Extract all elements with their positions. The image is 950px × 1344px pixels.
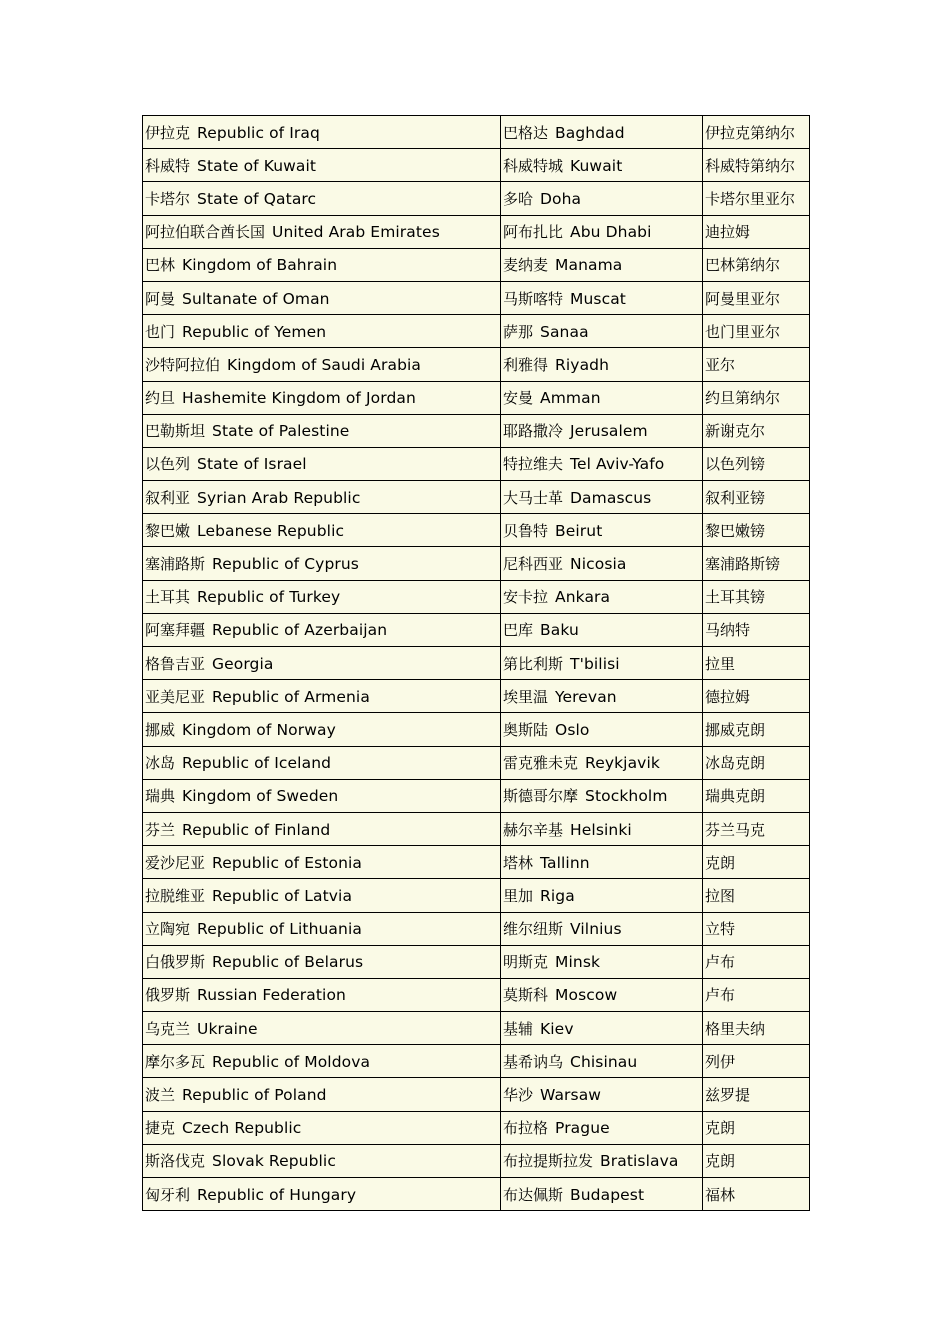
country-cell [143, 414, 501, 447]
country-cell [143, 647, 501, 680]
country-cell [143, 381, 501, 414]
country-cell [143, 1045, 501, 1078]
table-row [143, 1178, 810, 1211]
capital-name-zh: 阿布扎比 [503, 223, 564, 242]
country-name-en: State of Kuwait [197, 156, 317, 175]
country-cell [143, 1078, 501, 1111]
table-row [143, 912, 810, 945]
country-cell [143, 812, 501, 845]
capital-name-zh: 巴格达 [503, 123, 549, 142]
capital-name-en: Moscow [555, 986, 618, 1005]
capital-cell [501, 447, 703, 480]
country-name-zh: 匈牙利 [145, 1185, 191, 1204]
table-row [143, 447, 810, 480]
currency-cell [703, 315, 810, 348]
capital-cell [501, 514, 703, 547]
currency-name-zh: 伊拉克第纳尔 [705, 123, 796, 142]
country-name-en: Republic of Moldova [212, 1052, 371, 1071]
currency-name-zh: 瑞典克朗 [705, 787, 766, 806]
currency-name-zh: 约旦第纳尔 [705, 389, 781, 408]
currency-cell [703, 1078, 810, 1111]
country-name-en: Republic of Iraq [197, 123, 320, 142]
capital-name-zh: 马斯喀特 [503, 289, 564, 308]
capital-name-en: Tel Aviv-Yafo [570, 455, 665, 474]
country-cell [143, 879, 501, 912]
table-row [143, 315, 810, 348]
country-name-zh: 亚美尼亚 [145, 687, 206, 706]
table-row [143, 414, 810, 447]
table-row [143, 846, 810, 879]
country-name-zh: 斯洛伐克 [145, 1152, 206, 1171]
country-cell [143, 182, 501, 215]
currency-name-zh: 拉里 [705, 654, 736, 673]
capital-name-zh: 巴库 [503, 621, 534, 640]
country-cell [143, 680, 501, 713]
capital-name-zh: 布拉格 [503, 1119, 549, 1138]
country-cell [143, 1144, 501, 1177]
country-name-en: Republic of Latvia [212, 886, 353, 905]
currency-cell [703, 1045, 810, 1078]
country-name-en: Republic of Hungary [197, 1185, 357, 1204]
country-name-en: State of Qatarc [197, 189, 317, 208]
capital-name-zh: 埃里温 [503, 687, 549, 706]
currency-name-zh: 立特 [705, 920, 736, 939]
table-row [143, 647, 810, 680]
country-name-en: Republic of Azerbaijan [212, 621, 388, 640]
country-name-zh: 俄罗斯 [145, 986, 191, 1005]
capital-cell [501, 116, 703, 149]
country-name-en: Hashemite Kingdom of Jordan [182, 389, 416, 408]
capital-name-en: Riga [540, 886, 575, 905]
table-row [143, 514, 810, 547]
capital-name-zh: 赫尔辛基 [503, 820, 564, 839]
table-row [143, 481, 810, 514]
country-name-en: Republic of Poland [182, 1086, 327, 1105]
table-row [143, 713, 810, 746]
capital-name-en: Amman [540, 389, 601, 408]
currency-name-zh: 塞浦路斯镑 [705, 555, 781, 574]
table-row [143, 348, 810, 381]
currency-cell [703, 746, 810, 779]
currency-name-zh: 冰岛克朗 [705, 754, 766, 773]
table-row [143, 182, 810, 215]
country-cell [143, 1012, 501, 1045]
table-body [143, 116, 810, 1211]
table-row [143, 812, 810, 845]
country-cell [143, 1178, 501, 1211]
capital-name-en: Nicosia [570, 555, 627, 574]
capital-name-zh: 布达佩斯 [503, 1185, 564, 1204]
currency-cell [703, 978, 810, 1011]
capital-name-en: Baku [540, 621, 579, 640]
country-name-en: Ukraine [197, 1019, 258, 1038]
country-name-zh: 白俄罗斯 [145, 953, 206, 972]
capital-name-zh: 特拉维夫 [503, 455, 564, 474]
currency-cell [703, 481, 810, 514]
country-name-zh: 乌克兰 [145, 1019, 191, 1038]
currency-name-zh: 卡塔尔里亚尔 [705, 189, 796, 208]
country-name-en: Republic of Iceland [182, 754, 332, 773]
currency-cell [703, 149, 810, 182]
capital-name-zh: 维尔纽斯 [503, 920, 564, 939]
capital-name-zh: 利雅得 [503, 355, 549, 374]
currency-name-zh: 克朗 [705, 1152, 736, 1171]
currency-name-zh: 列伊 [705, 1052, 736, 1071]
capital-name-en: Warsaw [540, 1086, 602, 1105]
currency-cell [703, 613, 810, 646]
currency-cell [703, 680, 810, 713]
table-row [143, 248, 810, 281]
capital-cell [501, 647, 703, 680]
country-name-zh: 芬兰 [145, 820, 176, 839]
capital-name-en: Bratislava [600, 1152, 679, 1171]
country-cell [143, 447, 501, 480]
country-cell [143, 547, 501, 580]
country-name-en: Republic of Lithuania [197, 920, 362, 939]
currency-name-zh: 福林 [705, 1185, 736, 1204]
capital-name-zh: 安曼 [503, 389, 534, 408]
country-name-en: Republic of Finland [182, 820, 331, 839]
currency-cell [703, 281, 810, 314]
country-cell [143, 713, 501, 746]
country-name-en: Syrian Arab Republic [197, 488, 361, 507]
capital-cell [501, 779, 703, 812]
country-name-zh: 波兰 [145, 1086, 176, 1105]
currency-cell [703, 779, 810, 812]
country-cell [143, 481, 501, 514]
capital-name-zh: 多哈 [503, 189, 534, 208]
table-row [143, 547, 810, 580]
capital-cell [501, 879, 703, 912]
country-cell [143, 348, 501, 381]
country-name-en: Lebanese Republic [197, 521, 345, 540]
capital-name-zh: 萨那 [503, 322, 534, 341]
capital-name-en: Oslo [555, 720, 590, 739]
currency-cell [703, 812, 810, 845]
table-row [143, 1078, 810, 1111]
capital-cell [501, 215, 703, 248]
country-cell [143, 248, 501, 281]
capital-name-zh: 大马士革 [503, 488, 564, 507]
country-name-en: United Arab Emirates [272, 223, 440, 242]
country-cell [143, 315, 501, 348]
capital-cell [501, 613, 703, 646]
capital-name-zh: 尼科西亚 [503, 555, 564, 574]
currency-name-zh: 卢布 [705, 986, 736, 1005]
capital-cell [501, 846, 703, 879]
currency-cell [703, 912, 810, 945]
capital-name-en: Kuwait [570, 156, 623, 175]
capital-name-zh: 第比利斯 [503, 654, 564, 673]
country-name-zh: 卡塔尔 [145, 189, 191, 208]
country-name-en: Republic of Turkey [197, 588, 341, 607]
country-name-zh: 沙特阿拉伯 [145, 355, 221, 374]
table-row [143, 1111, 810, 1144]
currency-name-zh: 以色列镑 [705, 455, 766, 474]
capital-name-en: Stockholm [585, 787, 668, 806]
country-cell [143, 116, 501, 149]
currency-name-zh: 黎巴嫩镑 [705, 521, 766, 540]
table-row [143, 978, 810, 1011]
currency-cell [703, 580, 810, 613]
country-cell [143, 514, 501, 547]
currency-cell [703, 447, 810, 480]
country-name-zh: 塞浦路斯 [145, 555, 206, 574]
table-row [143, 879, 810, 912]
country-cell [143, 746, 501, 779]
country-name-en: Republic of Cyprus [212, 555, 359, 574]
country-cell [143, 281, 501, 314]
country-name-en: Republic of Estonia [212, 853, 363, 872]
currency-cell [703, 248, 810, 281]
capital-cell [501, 680, 703, 713]
country-cell [143, 149, 501, 182]
table-row [143, 215, 810, 248]
country-name-zh: 伊拉克 [145, 123, 191, 142]
table-row [143, 381, 810, 414]
capital-cell [501, 414, 703, 447]
capital-name-zh: 塔林 [503, 853, 534, 872]
capital-cell [501, 1012, 703, 1045]
capital-name-en: Damascus [570, 488, 652, 507]
capital-name-zh: 布拉提斯拉发 [503, 1152, 594, 1171]
currency-cell [703, 879, 810, 912]
country-name-en: Russian Federation [197, 986, 346, 1005]
currency-cell [703, 348, 810, 381]
capital-cell [501, 381, 703, 414]
capital-name-en: Ankara [555, 588, 611, 607]
capital-name-en: Helsinki [570, 820, 632, 839]
country-name-en: Kingdom of Saudi Arabia [227, 355, 422, 374]
currency-name-zh: 阿曼里亚尔 [705, 289, 781, 308]
country-name-en: Republic of Yemen [182, 322, 327, 341]
country-cell [143, 215, 501, 248]
country-name-en: Kingdom of Sweden [182, 787, 339, 806]
currency-cell [703, 414, 810, 447]
country-name-zh: 黎巴嫩 [145, 521, 191, 540]
country-name-en: Sultanate of Oman [182, 289, 330, 308]
country-cell [143, 779, 501, 812]
currency-name-zh: 德拉姆 [705, 687, 751, 706]
capital-cell [501, 149, 703, 182]
currency-name-zh: 卢布 [705, 953, 736, 972]
capital-name-en: Baghdad [555, 123, 625, 142]
capital-name-zh: 安卡拉 [503, 588, 549, 607]
country-name-zh: 土耳其 [145, 588, 191, 607]
capital-name-zh: 莫斯科 [503, 986, 549, 1005]
capital-name-en: Doha [540, 189, 582, 208]
country-name-en: State of Palestine [212, 422, 350, 441]
currency-cell [703, 1111, 810, 1144]
capital-name-zh: 科威特城 [503, 156, 564, 175]
capital-name-en: T'bilisi [570, 654, 620, 673]
table-row [143, 116, 810, 149]
currency-name-zh: 克朗 [705, 853, 736, 872]
country-name-zh: 巴林 [145, 256, 176, 275]
currency-name-zh: 芬兰马克 [705, 820, 766, 839]
capital-cell [501, 348, 703, 381]
currency-name-zh: 科威特第纳尔 [705, 156, 796, 175]
table-row [143, 281, 810, 314]
currency-cell [703, 1144, 810, 1177]
table-row [143, 680, 810, 713]
table-row [143, 1045, 810, 1078]
capital-cell [501, 248, 703, 281]
country-name-zh: 瑞典 [145, 787, 176, 806]
country-name-zh: 以色列 [145, 455, 191, 474]
currency-name-zh: 格里夫纳 [705, 1019, 766, 1038]
capital-name-en: Abu Dhabi [570, 223, 652, 242]
currency-cell [703, 945, 810, 978]
capital-name-zh: 基辅 [503, 1019, 534, 1038]
capital-name-en: Kiev [540, 1019, 574, 1038]
currency-cell [703, 182, 810, 215]
capital-cell [501, 746, 703, 779]
capital-name-en: Beirut [555, 521, 603, 540]
country-name-zh: 也门 [145, 322, 176, 341]
country-name-zh: 阿塞拜疆 [145, 621, 206, 640]
country-name-en: Czech Republic [182, 1119, 302, 1138]
country-name-zh: 格鲁吉亚 [145, 654, 206, 673]
capital-cell [501, 281, 703, 314]
capital-cell [501, 978, 703, 1011]
currency-cell [703, 1178, 810, 1211]
currency-cell [703, 514, 810, 547]
capital-name-zh: 麦纳麦 [503, 256, 549, 275]
capital-name-zh: 奥斯陆 [503, 720, 549, 739]
capital-name-en: Minsk [555, 953, 601, 972]
country-name-zh: 摩尔多瓦 [145, 1052, 206, 1071]
capital-name-en: Prague [555, 1119, 610, 1138]
capital-name-zh: 雷克雅未克 [503, 754, 579, 773]
country-name-zh: 叙利亚 [145, 488, 191, 507]
capital-cell [501, 547, 703, 580]
currency-cell [703, 647, 810, 680]
capital-name-zh: 耶路撒冷 [503, 422, 564, 441]
capital-name-en: Jerusalem [570, 422, 648, 441]
capital-name-en: Muscat [570, 289, 626, 308]
table-row [143, 1144, 810, 1177]
currency-name-zh: 亚尔 [705, 355, 736, 374]
currency-cell [703, 381, 810, 414]
capital-cell [501, 812, 703, 845]
currency-name-zh: 拉图 [705, 886, 736, 905]
capital-cell [501, 1045, 703, 1078]
capital-name-en: Budapest [570, 1185, 645, 1204]
capital-cell [501, 912, 703, 945]
table-row [143, 613, 810, 646]
currency-cell [703, 547, 810, 580]
country-cell [143, 1111, 501, 1144]
table-row [143, 149, 810, 182]
country-name-en: Republic of Belarus [212, 953, 364, 972]
currency-cell [703, 215, 810, 248]
table-row [143, 1012, 810, 1045]
table-row [143, 945, 810, 978]
capital-name-en: Chisinau [570, 1052, 638, 1071]
capital-cell [501, 182, 703, 215]
country-name-en: State of Israel [197, 455, 307, 474]
table-row [143, 580, 810, 613]
capital-cell [501, 481, 703, 514]
country-name-en: Georgia [212, 654, 274, 673]
countries-table [142, 115, 810, 1211]
country-cell [143, 846, 501, 879]
country-name-en: Kingdom of Norway [182, 720, 336, 739]
capital-name-zh: 斯德哥尔摩 [503, 787, 579, 806]
capital-cell [501, 1178, 703, 1211]
capital-name-zh: 华沙 [503, 1086, 534, 1105]
country-name-zh: 爱沙尼亚 [145, 853, 206, 872]
country-name-en: Kingdom of Bahrain [182, 256, 338, 275]
capital-name-zh: 明斯克 [503, 953, 549, 972]
capital-cell [501, 315, 703, 348]
currency-cell [703, 1012, 810, 1045]
currency-name-zh: 挪威克朗 [705, 720, 766, 739]
country-name-zh: 冰岛 [145, 754, 176, 773]
capital-name-en: Sanaa [540, 322, 589, 341]
country-name-zh: 阿拉伯联合酋长国 [145, 223, 266, 242]
currency-name-zh: 迪拉姆 [705, 223, 751, 242]
capital-name-en: Manama [555, 256, 623, 275]
table-row [143, 779, 810, 812]
currency-name-zh: 也门里亚尔 [705, 322, 781, 341]
currency-name-zh: 兹罗提 [705, 1086, 751, 1105]
currency-name-zh: 叙利亚镑 [705, 488, 766, 507]
currency-name-zh: 克朗 [705, 1119, 736, 1138]
capital-cell [501, 1111, 703, 1144]
country-name-zh: 拉脱维亚 [145, 886, 206, 905]
country-cell [143, 978, 501, 1011]
country-name-zh: 阿曼 [145, 289, 176, 308]
table-row [143, 746, 810, 779]
capital-name-zh: 贝鲁特 [503, 521, 549, 540]
capital-name-en: Vilnius [570, 920, 622, 939]
capital-cell [501, 580, 703, 613]
currency-cell [703, 846, 810, 879]
currency-cell [703, 713, 810, 746]
country-name-en: Republic of Armenia [212, 687, 370, 706]
capital-cell [501, 945, 703, 978]
country-name-en: Slovak Republic [212, 1152, 336, 1171]
currency-name-zh: 土耳其镑 [705, 588, 766, 607]
country-name-zh: 捷克 [145, 1119, 176, 1138]
capital-name-zh: 基希讷乌 [503, 1052, 564, 1071]
country-cell [143, 912, 501, 945]
country-cell [143, 945, 501, 978]
currency-name-zh: 马纳特 [705, 621, 751, 640]
capital-name-en: Riyadh [555, 355, 610, 374]
capital-name-en: Tallinn [540, 853, 590, 872]
capital-name-zh: 里加 [503, 886, 534, 905]
country-name-zh: 挪威 [145, 720, 176, 739]
currency-cell [703, 116, 810, 149]
country-cell [143, 580, 501, 613]
currency-name-zh: 巴林第纳尔 [705, 256, 781, 275]
capital-name-en: Reykjavik [585, 754, 660, 773]
country-name-zh: 立陶宛 [145, 920, 191, 939]
country-name-zh: 科威特 [145, 156, 191, 175]
country-name-zh: 约旦 [145, 389, 176, 408]
capital-cell [501, 1144, 703, 1177]
capital-name-en: Yerevan [555, 687, 617, 706]
country-name-zh: 巴勒斯坦 [145, 422, 206, 441]
capital-cell [501, 1078, 703, 1111]
currency-name-zh: 新谢克尔 [705, 422, 766, 441]
country-cell [143, 613, 501, 646]
capital-cell [501, 713, 703, 746]
